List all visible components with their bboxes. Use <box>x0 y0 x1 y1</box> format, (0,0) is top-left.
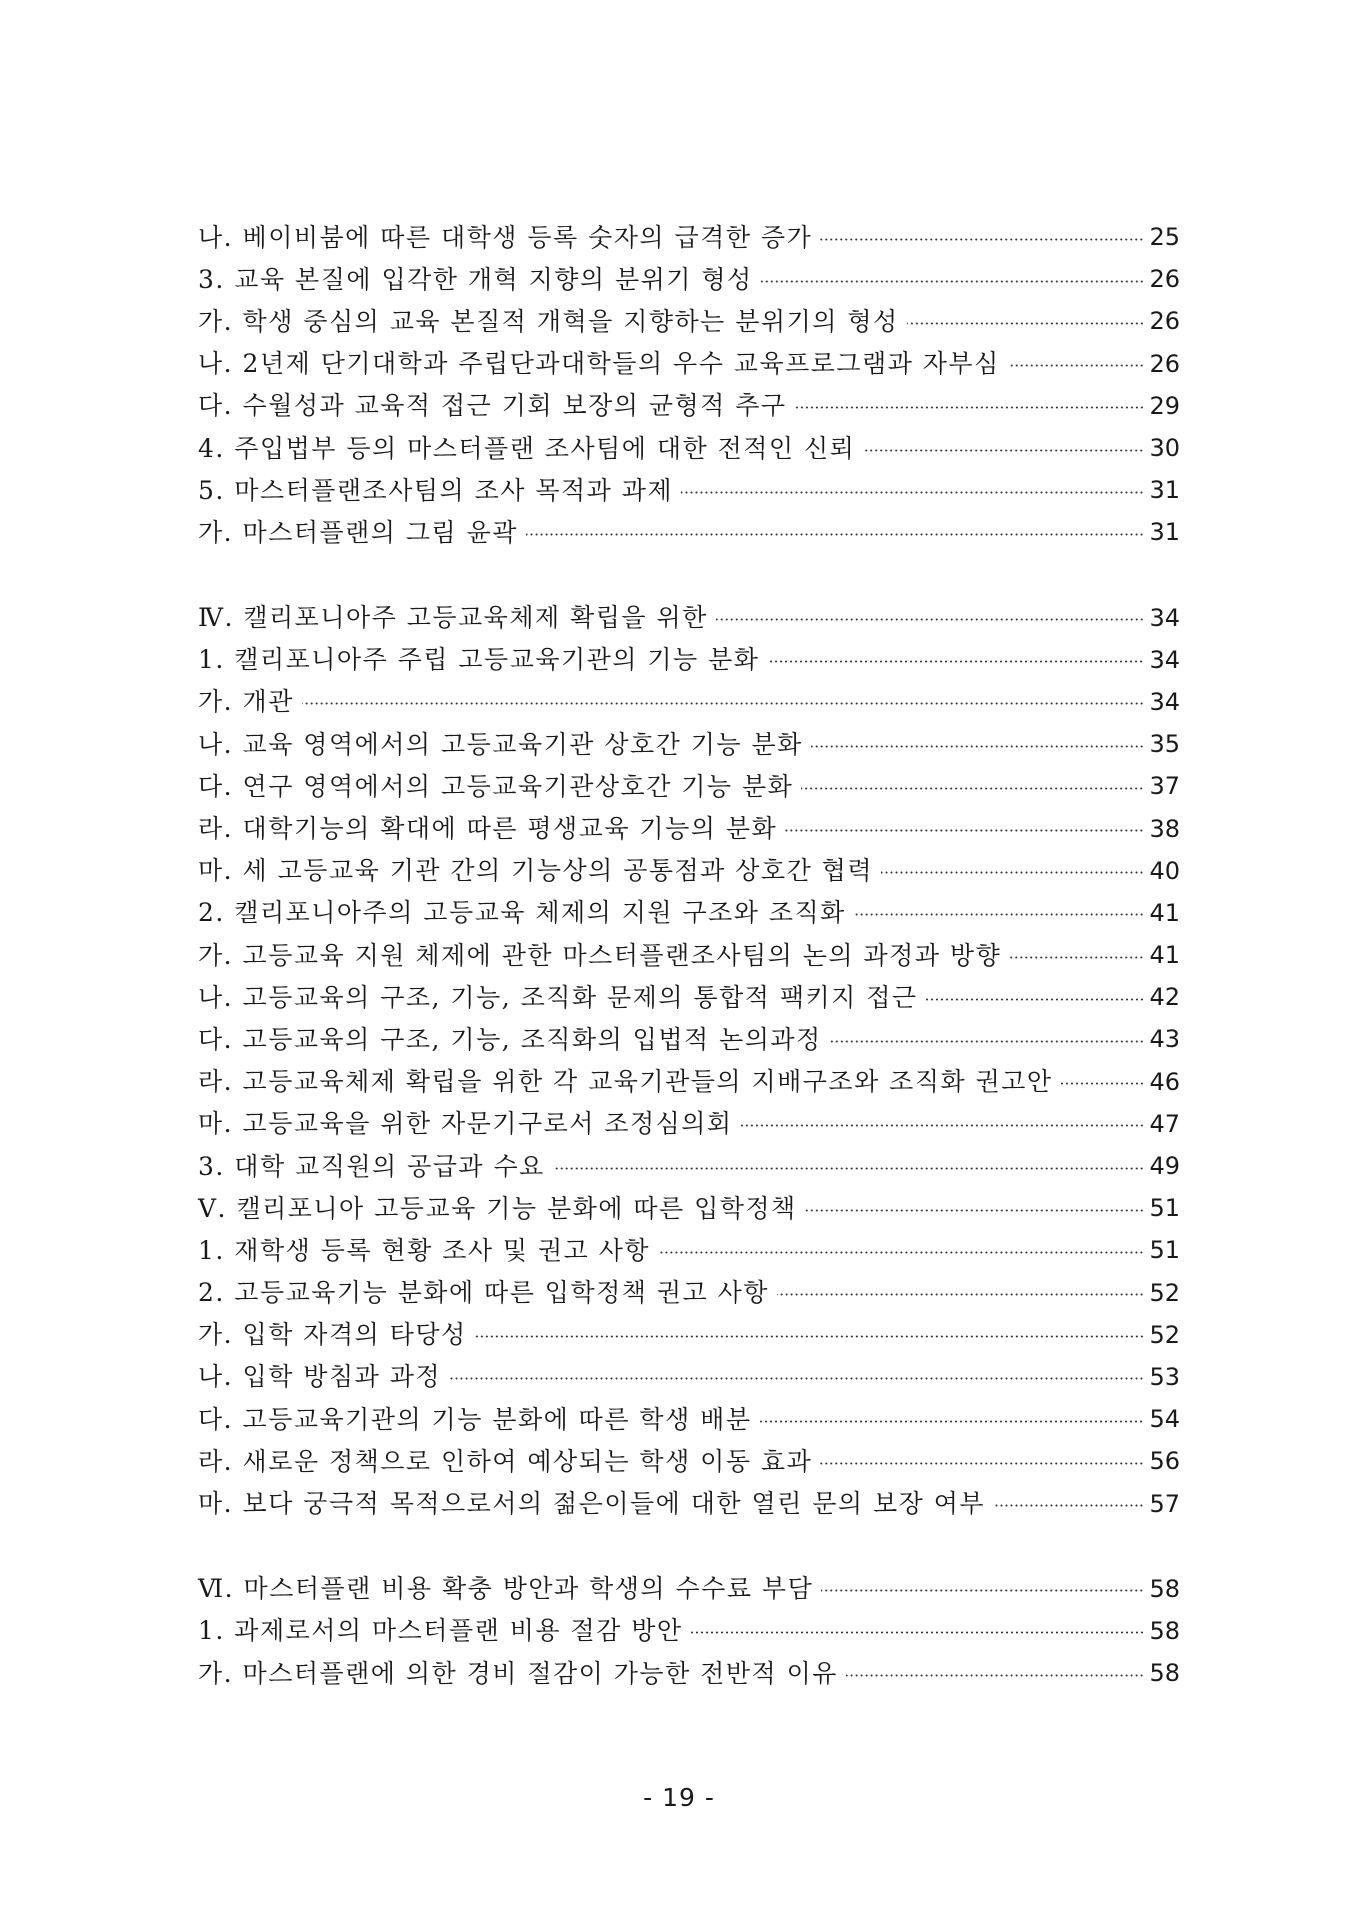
toc-entry-title: 가. 마스터플랜의 그림 윤곽 <box>198 517 518 547</box>
dot-leader <box>777 1293 1144 1296</box>
toc-entry-page: 34 <box>1149 645 1180 674</box>
toc-entry-title: 1. 캘리포니아주 주립 고등교육기관의 기능 분화 <box>198 645 760 675</box>
toc-entry-page: 51 <box>1149 1194 1180 1223</box>
toc-entry-page: 52 <box>1149 1278 1180 1307</box>
toc-entry-page: 29 <box>1149 391 1180 420</box>
dot-leader <box>795 406 1144 409</box>
toc-entry-page: 25 <box>1149 223 1180 252</box>
toc-entry-title: 다. 고등교육의 구조, 기능, 조직화의 입법적 논의과정 <box>198 1024 822 1054</box>
toc-entry-title: 라. 고등교육체제 확립을 위한 각 교육기관들의 지배구조와 조직화 권고안 <box>198 1067 1053 1097</box>
toc-entry-page: 31 <box>1149 518 1180 547</box>
toc-entry-title: 다. 수월성과 교육적 접근 기회 보장의 균형적 추구 <box>198 391 787 421</box>
toc-entry <box>198 976 1180 1018</box>
toc-entry <box>198 681 1180 723</box>
toc-entry-page: 41 <box>1149 898 1180 927</box>
dot-leader <box>449 1377 1144 1380</box>
toc-entry <box>198 934 1180 976</box>
toc-entry-page: 26 <box>1149 265 1180 294</box>
dot-leader <box>926 998 1144 1001</box>
dot-leader <box>681 491 1144 494</box>
dot-leader <box>801 787 1144 790</box>
toc-block <box>198 216 1180 554</box>
dot-leader <box>907 322 1144 325</box>
toc-entry-title: 2. 고등교육기능 분화에 따른 입학정책 권고 사항 <box>198 1278 769 1308</box>
toc-entry-page: 57 <box>1149 1489 1180 1518</box>
toc-entry-page: 40 <box>1149 856 1180 885</box>
toc-entry-page: 41 <box>1149 941 1180 970</box>
toc-entry-page: 56 <box>1149 1447 1180 1476</box>
toc-entry-page: 49 <box>1149 1152 1180 1181</box>
dot-leader <box>1008 364 1144 367</box>
toc-entry <box>198 1398 1180 1440</box>
dot-leader <box>785 829 1144 832</box>
toc-entry-page: 26 <box>1149 349 1180 378</box>
toc-entry-title: 마. 보다 궁극적 목적으로서의 젊은이들에 대한 열린 문의 보장 여부 <box>198 1489 986 1519</box>
toc-entry <box>198 1229 1180 1271</box>
toc-block <box>198 597 1180 1525</box>
toc-entry <box>198 1145 1180 1187</box>
toc-entry <box>198 1440 1180 1482</box>
toc-entry <box>198 850 1180 892</box>
toc-entry <box>198 1482 1180 1524</box>
toc-entry <box>198 343 1180 385</box>
toc-entry-title: 나. 베이비붐에 따른 대학생 등록 숫자의 급격한 증가 <box>198 222 813 252</box>
toc-block <box>198 1568 1180 1695</box>
toc-entry-page: 58 <box>1149 1616 1180 1645</box>
toc-entry <box>198 1314 1180 1356</box>
toc-entry-title: 가. 입학 자격의 타당성 <box>198 1320 467 1350</box>
toc-entry-title: 3. 대학 교직원의 공급과 수요 <box>198 1151 545 1181</box>
dot-leader <box>993 1504 1144 1507</box>
dot-leader <box>741 1124 1144 1127</box>
toc-entry-page: 42 <box>1149 983 1180 1012</box>
toc-entry <box>198 765 1180 807</box>
dot-leader <box>658 1251 1144 1254</box>
toc-entry-page: 31 <box>1149 476 1180 505</box>
toc-entry-page: 26 <box>1149 307 1180 336</box>
dot-leader <box>761 280 1144 283</box>
toc-entry-title: Ⅵ. 마스터플랜 비용 확충 방안과 학생의 수수료 부담 <box>198 1574 814 1604</box>
dot-leader <box>846 1674 1144 1677</box>
toc-entry-title: 나. 교육 영역에서의 고등교육기관 상호간 기능 분화 <box>198 729 803 759</box>
toc-entry-title: 라. 대학기능의 확대에 따른 평생교육 기능의 분화 <box>198 814 778 844</box>
dot-leader <box>553 1167 1144 1170</box>
toc-entry <box>198 511 1180 553</box>
dot-leader <box>526 533 1144 536</box>
toc-entry <box>198 1356 1180 1398</box>
toc-entry-title: 1. 재학생 등록 현황 조사 및 권고 사항 <box>198 1235 651 1265</box>
dot-leader <box>759 1420 1144 1423</box>
toc-entry-title: 가. 학생 중심의 교육 본질적 개혁을 지향하는 분위기의 형성 <box>198 306 899 336</box>
toc-entry-title: 1. 과제로서의 마스터플랜 비용 절감 방안 <box>198 1616 683 1646</box>
page-number: - 19 - <box>643 1783 715 1812</box>
toc-entry <box>198 597 1180 639</box>
toc-entry-page: 43 <box>1149 1025 1180 1054</box>
toc-entry-page: 58 <box>1149 1659 1180 1688</box>
dot-leader <box>811 745 1144 748</box>
dot-leader <box>820 1462 1144 1465</box>
toc-entry-page: 34 <box>1149 603 1180 632</box>
toc-entry-title: 나. 입학 방침과 과정 <box>198 1362 441 1392</box>
toc-entry <box>198 639 1180 681</box>
dot-leader <box>767 660 1144 663</box>
dot-leader <box>1009 956 1144 959</box>
toc-entry <box>198 258 1180 300</box>
toc-entry-page: 38 <box>1149 814 1180 843</box>
toc-entry-title: 가. 개관 <box>198 687 294 717</box>
toc-entry <box>198 1061 1180 1103</box>
toc-entry-title: 3. 교육 본질에 입각한 개혁 지향의 분위기 형성 <box>198 264 753 294</box>
toc-entry-page: 47 <box>1149 1109 1180 1138</box>
toc-entry <box>198 1652 1180 1694</box>
toc-entry <box>198 1018 1180 1060</box>
toc-entry-page: 46 <box>1149 1067 1180 1096</box>
toc-entry <box>198 1103 1180 1145</box>
toc-entry-title: 2. 캘리포니아주의 고등교육 체제의 지원 구조와 조직화 <box>198 898 846 928</box>
toc-entry <box>198 300 1180 342</box>
toc-entry-page: 51 <box>1149 1236 1180 1265</box>
dot-leader <box>881 871 1144 874</box>
toc-entry <box>198 1187 1180 1229</box>
toc-entry <box>198 1568 1180 1610</box>
toc-entry-title: 마. 세 고등교육 기관 간의 기능상의 공통점과 상호간 협력 <box>198 856 873 886</box>
toc-entry-page: 58 <box>1149 1574 1180 1603</box>
dot-leader <box>854 913 1144 916</box>
toc-entry-title: 5. 마스터플랜조사팀의 조사 목적과 과제 <box>198 475 674 505</box>
toc-entry-page: 52 <box>1149 1320 1180 1349</box>
toc-entry-title: Ⅴ. 캘리포니아 고등교육 기능 분화에 따른 입학정책 <box>198 1193 797 1223</box>
toc-entry <box>198 427 1180 469</box>
dot-leader <box>475 1335 1144 1338</box>
toc-entry <box>198 469 1180 511</box>
toc-entry-page: 30 <box>1149 434 1180 463</box>
toc-entry-title: 4. 주입법부 등의 마스터플랜 조사팀에 대한 전적인 신뢰 <box>198 433 856 463</box>
table-of-contents <box>198 216 1180 1694</box>
toc-entry-title: 나. 2년제 단기대학과 주립단과대학들의 우수 교육프로그램과 자부심 <box>198 349 1000 379</box>
dot-leader <box>1061 1082 1144 1085</box>
toc-entry-title: Ⅳ. 캘리포니아주 고등교육체제 확립을 위한 <box>198 603 708 633</box>
dot-leader <box>805 1209 1144 1212</box>
toc-entry <box>198 723 1180 765</box>
dot-leader <box>302 702 1144 705</box>
dot-leader <box>830 1040 1144 1043</box>
toc-entry <box>198 807 1180 849</box>
toc-entry-title: 마. 고등교육을 위한 자문기구로서 조정심의회 <box>198 1109 733 1139</box>
dot-leader <box>716 618 1144 621</box>
toc-entry-page: 34 <box>1149 687 1180 716</box>
dot-leader <box>821 1589 1144 1592</box>
toc-entry <box>198 892 1180 934</box>
dot-leader <box>820 238 1144 241</box>
toc-entry <box>198 1272 1180 1314</box>
toc-entry-title: 가. 마스터플랜에 의한 경비 절감이 가능한 전반적 이유 <box>198 1658 838 1688</box>
toc-entry-page: 54 <box>1149 1405 1180 1434</box>
toc-entry <box>198 216 1180 258</box>
dot-leader <box>691 1631 1145 1634</box>
toc-entry <box>198 385 1180 427</box>
toc-entry-title: 다. 연구 영역에서의 고등교육기관상호간 기능 분화 <box>198 771 794 801</box>
toc-entry-title: 가. 고등교육 지원 체제에 관한 마스터플랜조사팀의 논의 과정과 방향 <box>198 940 1002 970</box>
toc-entry-title: 다. 고등교육기관의 기능 분화에 따른 학생 배분 <box>198 1404 752 1434</box>
toc-entry-title: 나. 고등교육의 구조, 기능, 조직화 문제의 통합적 팩키지 접근 <box>198 982 918 1012</box>
toc-entry <box>198 1610 1180 1652</box>
dot-leader <box>863 449 1144 452</box>
toc-entry-page: 37 <box>1149 772 1180 801</box>
toc-entry-page: 53 <box>1149 1362 1180 1391</box>
toc-entry-title: 라. 새로운 정책으로 인하여 예상되는 학생 이동 효과 <box>198 1446 813 1476</box>
toc-entry-page: 35 <box>1149 730 1180 759</box>
